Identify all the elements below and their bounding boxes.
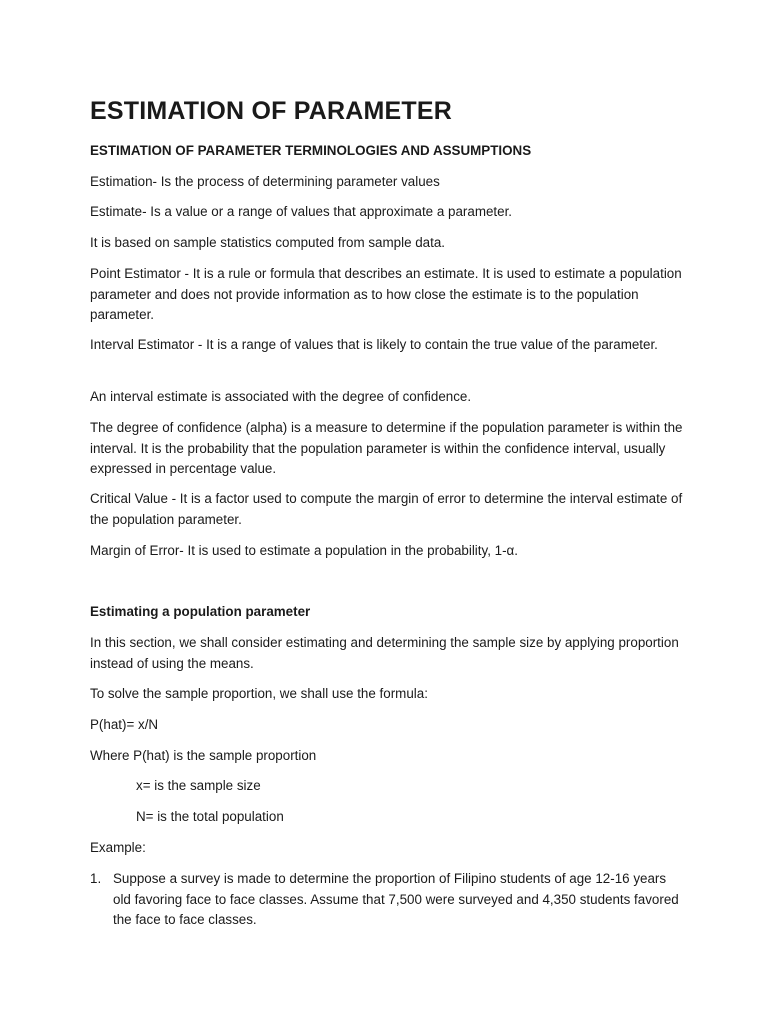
paragraph-degree-of-confidence: The degree of confidence (alpha) is a measure to determine if the population parameter is within the interval. It is the probability that the population parameter is within the confidence interval, usually expressed in percentage value. <box>90 420 683 476</box>
paragraph-critical-value: Critical Value - It is a factor used to compute the margin of error to determine the interval estimate of the population parameter. <box>90 491 683 527</box>
paragraph-point-estimator: Point Estimator - It is a rule or formula that describes an estimate. It is used to estimate a population parameter and does not provide information as to how close the estimate is to the population parameter. <box>90 266 682 322</box>
paragraph-formula-intro: To solve the sample proportion, we shall use the formula: <box>90 686 428 701</box>
paragraph-sample-statistics: It is based on sample statistics computed from sample data. <box>90 235 446 250</box>
paragraph-interval-estimate: An interval estimate is associated with the degree of confidence. <box>90 389 472 404</box>
definition-n: N= is the total population <box>136 809 284 824</box>
example-label: Example: <box>90 840 146 855</box>
section-heading: Estimating a population parameter <box>90 604 311 619</box>
paragraph-estimate: Estimate- Is a value or a range of values that approximate a parameter. <box>90 204 513 219</box>
list-item-number: 1. <box>90 871 102 886</box>
where-line: Where P(hat) is the sample proportion <box>90 748 317 763</box>
definition-x: x= is the sample size <box>136 778 261 793</box>
paragraph-section-intro: In this section, we shall consider estimating and determining the sample size by applying proportion instead of using the means. <box>90 635 679 671</box>
paragraph-estimation: Estimation- Is the process of determining parameter values <box>90 174 440 189</box>
list-item-text: Suppose a survey is made to determine the proportion of Filipino students of age 12-16 years old favoring face to face classes. Assume that 7,500 were surveyed and 4,350 students favored the face to face classes. <box>113 871 679 927</box>
formula-line: P(hat)= x/N <box>90 717 159 732</box>
paragraph-margin-of-error: Margin of Error- It is used to estimate a population in the probability, 1-α. <box>90 543 519 558</box>
document-subtitle: ESTIMATION OF PARAMETER TERMINOLOGIES AND ASSUMPTIONS <box>90 143 532 158</box>
document-title: ESTIMATION OF PARAMETER <box>90 97 452 125</box>
paragraph-interval-estimator: Interval Estimator - It is a range of values that is likely to contain the true value of the parameter. <box>90 337 658 352</box>
